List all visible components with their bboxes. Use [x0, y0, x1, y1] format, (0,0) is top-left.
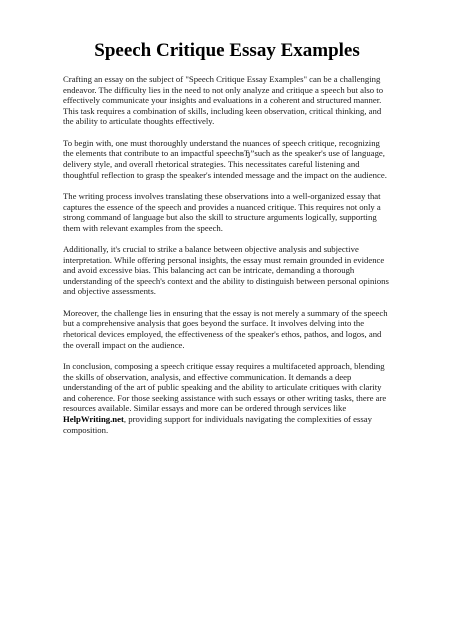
conclusion-text-before: In conclusion, composing a speech critique essay requires a multifaceted approach, blending the skills of observation, analysis, and effective communication. It demands a deep understanding of the art of public speaking and the ability to articulate critiques with clarity and coherence. For those seeking assistance with such essays or other writing tasks, there are resources available. Similar essays and more can be ordered through services like — [63, 361, 387, 414]
conclusion-text-after: , providing support for individuals navigating the complexities of essay composition. — [63, 414, 372, 435]
paragraph-conclusion — [63, 361, 391, 435]
brand-name: HelpWriting.net — [63, 414, 124, 425]
page-title: Speech Critique Essay Examples — [94, 40, 360, 61]
paragraph-intro: Crafting an essay on the subject of "Speech Critique Essay Examples" can be a challenging endeavor. The difficulty lies in the need to not only analyze and critique a speech but also to effectively communicate your insights and evaluations in a coherent and structured manner. This task requires a combination of skills, including keen observation, critical thinking, and the ability to articulate thoughts effectively. — [63, 74, 384, 127]
paragraph-challenge: Moreover, the challenge lies in ensuring that the essay is not merely a summary of the speech but a comprehensive analysis that goes beyond the surface. It involves delving into the rhetorical devices employed, the effectiveness of the speaker's ethos, pathos, and logos, and the overall impact on the audience. — [63, 307, 388, 350]
paragraph-balance: Additionally, it's crucial to strike a balance between objective analysis and subjective interpretation. While offering personal insights, the essay must remain grounded in evidence and avoid excessive bias. This balancing act can be intricate, demanding a thorough understanding of the speech's context and the ability to distinguish between personal opinions and objective assessments. — [63, 244, 389, 297]
paragraph-writing-process: The writing process involves translating these observations into a well-organized essay that captures the essence of the speech and provides a nuanced critique. This requires not only a strong command of language but also the skill to structure arguments logically, supporting them with relevant examples from the speech. — [63, 190, 381, 233]
paragraph-understanding: To begin with, one must thoroughly understand the nuances of speech critique, recognizing the elements that contribute to an impactful speechвЂ”such as the speaker's use of language, delivery style, and overall rhetorical strategies. This necessitates careful listening and thoughtful reflection to grasp the speaker's intended message and the impact on the audience. — [63, 137, 387, 180]
